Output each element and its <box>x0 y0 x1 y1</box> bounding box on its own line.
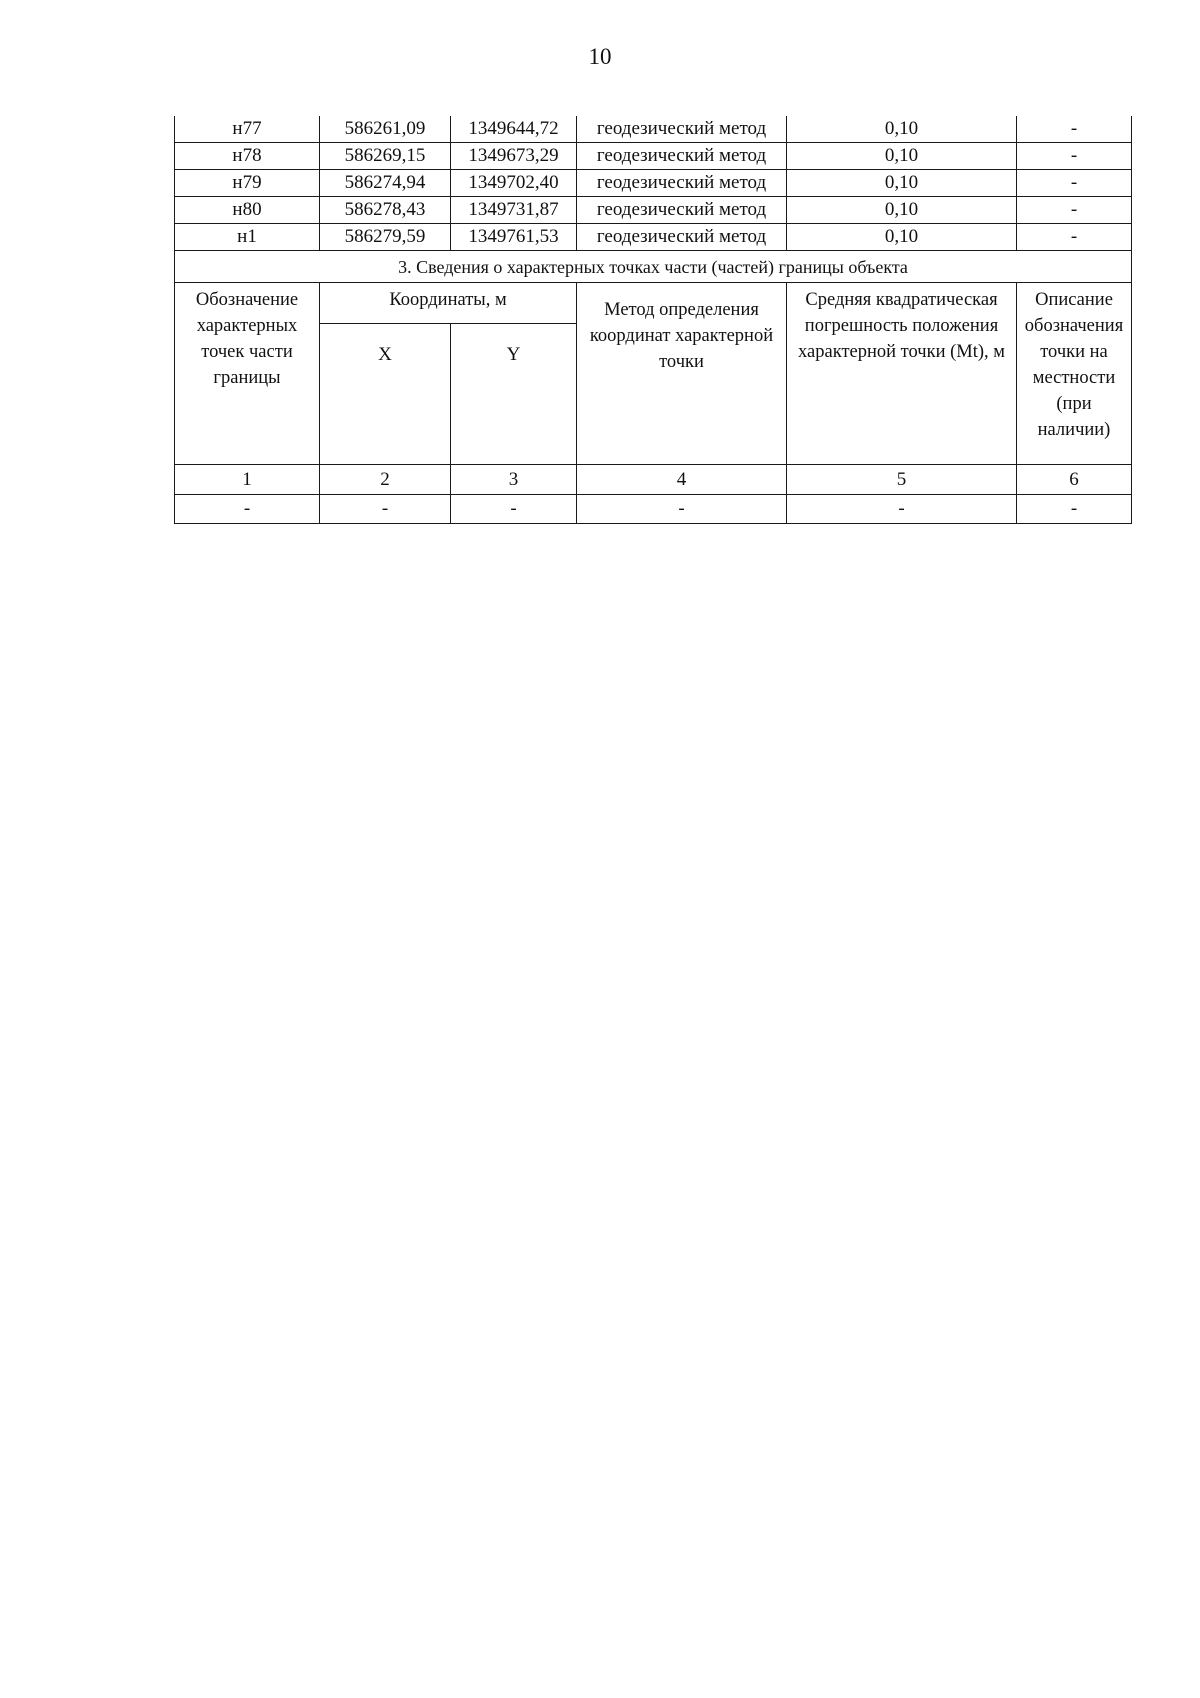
y-coordinate-cell: 1349731,87 <box>451 197 577 224</box>
method-cell: геодезический метод <box>577 143 787 170</box>
y-coordinate-cell: 1349761,53 <box>451 224 577 251</box>
method-cell: геодезический метод <box>577 197 787 224</box>
y-coordinate-cell: 1349702,40 <box>451 170 577 197</box>
table-row <box>175 170 1132 197</box>
y-coordinate-cell: 1349673,29 <box>451 143 577 170</box>
description-cell: - <box>1017 143 1132 170</box>
empty-cell: - <box>1017 495 1132 524</box>
mt-cell: 0,10 <box>787 170 1017 197</box>
x-header: X <box>320 324 451 465</box>
column-number: 6 <box>1017 465 1132 495</box>
table-row <box>175 495 1132 524</box>
table-row <box>175 197 1132 224</box>
x-coordinate-cell: 586261,09 <box>320 116 451 143</box>
header-row <box>175 283 1132 324</box>
point-name-cell: н77 <box>175 116 320 143</box>
empty-cell: - <box>787 495 1017 524</box>
y-header: Y <box>451 324 577 465</box>
empty-cell: - <box>320 495 451 524</box>
y-coordinate-cell: 1349644,72 <box>451 116 577 143</box>
mt-header: Средняя квадратическая погрешность положения характерной точки (Mt), м <box>787 283 1017 465</box>
x-coordinate-cell: 586269,15 <box>320 143 451 170</box>
point-name-cell: н1 <box>175 224 320 251</box>
column-number: 4 <box>577 465 787 495</box>
boundary-points-table <box>174 116 1132 524</box>
coordinates-header: Координаты, м <box>320 283 577 324</box>
column-number: 3 <box>451 465 577 495</box>
method-cell: геодезический метод <box>577 170 787 197</box>
mt-cell: 0,10 <box>787 143 1017 170</box>
mt-cell: 0,10 <box>787 116 1017 143</box>
column-number-row <box>175 465 1132 495</box>
section-3-title: 3. Сведения о характерных точках части (частей) границы объекта <box>175 251 1132 283</box>
x-coordinate-cell: 586274,94 <box>320 170 451 197</box>
point-name-cell: н78 <box>175 143 320 170</box>
description-header: Описание обозначения точки на местности (при наличии) <box>1017 283 1132 465</box>
section-title-row <box>175 251 1132 283</box>
table-row <box>175 224 1132 251</box>
description-cell: - <box>1017 197 1132 224</box>
column-number: 1 <box>175 465 320 495</box>
table-row <box>175 116 1132 143</box>
page-number: 10 <box>588 44 612 69</box>
mt-cell: 0,10 <box>787 197 1017 224</box>
point-name-cell: н79 <box>175 170 320 197</box>
column-number: 2 <box>320 465 451 495</box>
description-cell: - <box>1017 170 1132 197</box>
empty-cell: - <box>175 495 320 524</box>
method-header: Метод определения координат характерной точки <box>577 283 787 465</box>
point-name-cell: н80 <box>175 197 320 224</box>
method-cell: геодезический метод <box>577 224 787 251</box>
empty-cell: - <box>577 495 787 524</box>
method-cell: геодезический метод <box>577 116 787 143</box>
x-coordinate-cell: 586279,59 <box>320 224 451 251</box>
x-coordinate-cell: 586278,43 <box>320 197 451 224</box>
table-row <box>175 143 1132 170</box>
empty-cell: - <box>451 495 577 524</box>
designation-header: Обозначение характерных точек части границы <box>175 283 320 465</box>
mt-cell: 0,10 <box>787 224 1017 251</box>
description-cell: - <box>1017 224 1132 251</box>
column-number: 5 <box>787 465 1017 495</box>
description-cell: - <box>1017 116 1132 143</box>
